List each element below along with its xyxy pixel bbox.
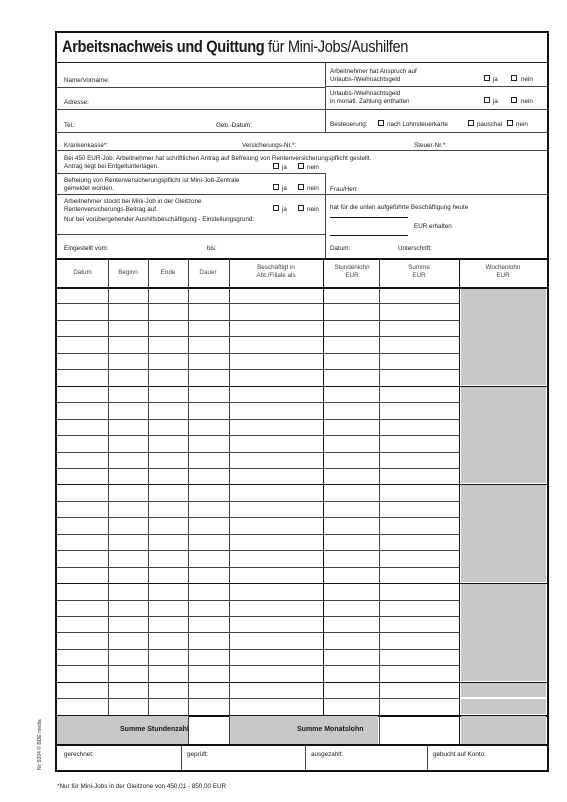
footnote: *Nur für Mini-Jobs in der Gleitzone von 450,01 - 850,00 EUR bbox=[57, 783, 227, 790]
q1-line bbox=[57, 173, 325, 174]
col-wochenlohn-l1: Wochenlohn bbox=[485, 264, 521, 271]
unterschrift-label: Unterschrift: bbox=[398, 245, 432, 252]
q3-ja: ja bbox=[282, 206, 287, 213]
betrag-underline bbox=[330, 217, 408, 218]
steuer-nein-label: nein bbox=[516, 121, 528, 128]
lohnsteuerkarte-label: nach Lohnsteuerkarte bbox=[387, 121, 448, 128]
col-besch bbox=[229, 264, 323, 279]
urlaub2-line2: in monatl. Zahlung enthalten bbox=[330, 98, 410, 105]
table-row bbox=[57, 501, 460, 502]
col-datum: Datum bbox=[73, 269, 92, 276]
table-row bbox=[57, 435, 460, 436]
urlaub1-line2: Urlaubs-/Weihnachtsgeld bbox=[330, 76, 401, 83]
urlaub1-ja-checkbox[interactable] bbox=[484, 75, 490, 81]
urlaub2-ja: ja bbox=[493, 98, 498, 105]
wochenlohn-gray-block bbox=[461, 683, 546, 697]
gerechnet-label: gerechnet: bbox=[64, 751, 94, 758]
ausgezahlt-label: ausgezahlt: bbox=[311, 751, 344, 758]
col-ende: Ende bbox=[160, 269, 176, 276]
top-border bbox=[55, 31, 549, 33]
summary-bottom bbox=[55, 744, 549, 746]
q1-line1: Bei 450 EUR-Job: Arbeitnehmer hat schriftlichen Antrag auf Befreiung von Rentenversicherungspflicht gestellt. bbox=[64, 155, 372, 162]
summary-line bbox=[379, 715, 380, 745]
pauschal-label: pauschal bbox=[477, 121, 503, 128]
table-row bbox=[57, 567, 460, 568]
side-print: Nr. 9204 © BDE media bbox=[37, 719, 43, 770]
table-row bbox=[57, 616, 460, 617]
q2-ja: ja bbox=[282, 185, 287, 192]
gebucht-label: gebucht auf Konto: bbox=[433, 751, 486, 758]
geb-label: Geb.-Datum: bbox=[216, 122, 253, 129]
week-separator bbox=[55, 484, 549, 485]
col-wochenlohn bbox=[460, 264, 546, 279]
table-row bbox=[57, 698, 460, 699]
table-row bbox=[57, 534, 460, 535]
wochenlohn-gray-block bbox=[461, 288, 546, 385]
urlaub1-ja: ja bbox=[493, 76, 498, 83]
beschaeftigung-text: hat für die unten aufgeführte Beschäftigung heute bbox=[330, 204, 469, 211]
urlaub2-nein: nein bbox=[521, 98, 533, 105]
q1-ja-checkbox[interactable] bbox=[273, 163, 279, 169]
q3-line1: Arbeitnehmer stockt bei Mini-Job in der Gleitzone bbox=[64, 198, 202, 205]
week-separator bbox=[55, 386, 549, 387]
wochenlohn-gray-block bbox=[461, 485, 546, 582]
summe-stunden-label: Summe Stundenzahl bbox=[120, 726, 189, 733]
amount-line bbox=[330, 235, 408, 236]
name-label: Name/Vorname: bbox=[64, 77, 110, 84]
krankenkasse-row bbox=[57, 133, 546, 150]
col-stundenlohn bbox=[325, 264, 379, 279]
wochenlohn-gray-block bbox=[461, 584, 546, 681]
urlaub1-nein-checkbox[interactable] bbox=[511, 75, 517, 81]
datum-label: Datum: bbox=[330, 245, 351, 252]
column-line-bold bbox=[323, 259, 324, 715]
q1-line2: Antrag liegt bei Entgeltunterlagen. bbox=[64, 163, 159, 170]
table-row bbox=[57, 517, 460, 518]
col-stundenlohn-l2: EUR bbox=[345, 271, 359, 279]
col-summe bbox=[379, 264, 459, 279]
adresse-line bbox=[57, 109, 325, 110]
table-row bbox=[57, 665, 460, 666]
frau-herr-label: Frau/Herr bbox=[330, 186, 357, 193]
q1-nein-checkbox[interactable] bbox=[298, 163, 304, 169]
tel-label: Tel.: bbox=[64, 122, 76, 129]
footer-divider bbox=[305, 745, 306, 770]
urlaub1-line1: Arbeitnehmer hat Anspruch auf bbox=[330, 68, 417, 75]
q4-line bbox=[57, 234, 325, 235]
week-separator bbox=[55, 682, 549, 683]
table-row bbox=[57, 468, 460, 469]
q3-line2: Rentenversicherungs-Beitrag auf. bbox=[64, 206, 158, 213]
q1-ja: ja bbox=[282, 164, 287, 171]
column-line bbox=[108, 259, 109, 715]
lohnsteuerkarte-checkbox[interactable] bbox=[378, 120, 384, 126]
table-row bbox=[57, 336, 460, 337]
q2-nein: nein bbox=[307, 185, 319, 192]
versicherung-label: Versicherungs-Nr.*: bbox=[242, 142, 297, 149]
table-row bbox=[57, 649, 460, 650]
urlaub2-line bbox=[325, 109, 547, 110]
bottom-border bbox=[55, 770, 549, 772]
table-top bbox=[55, 258, 549, 260]
summary-line bbox=[229, 715, 230, 745]
q2-line2: gemeldet worden. bbox=[64, 185, 115, 192]
table-row bbox=[57, 303, 460, 304]
footer-divider bbox=[427, 745, 428, 770]
urlaub1-nein: nein bbox=[521, 76, 533, 83]
geprueft-label: geprüft: bbox=[187, 751, 209, 758]
table-row bbox=[57, 320, 460, 321]
table-row bbox=[57, 402, 460, 403]
column-line bbox=[229, 259, 230, 715]
table-row bbox=[57, 600, 460, 601]
table-row bbox=[57, 452, 460, 453]
steuer-label: Steuer-Nr.*: bbox=[414, 142, 447, 149]
summary-line-bold bbox=[459, 715, 460, 745]
urlaub2-nein-checkbox[interactable] bbox=[511, 97, 517, 103]
column-line-bold bbox=[459, 259, 460, 715]
title-rule bbox=[57, 62, 547, 63]
column-line bbox=[188, 259, 189, 715]
col-besch-l2: Abt./Filiale als bbox=[256, 271, 296, 279]
col-wochenlohn-l2: EUR bbox=[496, 271, 510, 279]
q2-nein-checkbox[interactable] bbox=[298, 184, 304, 190]
q2-line bbox=[57, 194, 325, 195]
urlaub2-line1: Urlaubs-/Weihnachtsgeld bbox=[330, 90, 401, 97]
q3-nein-checkbox[interactable] bbox=[298, 205, 304, 211]
col-beginn: Beginn bbox=[118, 269, 138, 276]
q3-ja-checkbox[interactable] bbox=[273, 205, 279, 211]
frau-herr-line bbox=[325, 194, 547, 195]
bis-label: bis: bbox=[207, 245, 217, 252]
q2-line1: Befreiung von Rentenversicherungspflicht ist Mini-Job-Zentrale bbox=[64, 177, 240, 184]
table-header-bottom bbox=[55, 287, 549, 289]
summary-gray bbox=[461, 716, 546, 744]
steuer-nein-checkbox[interactable] bbox=[507, 120, 513, 126]
right-border bbox=[547, 31, 549, 771]
page-title: Arbeitsnachweis und Quittung für Mini-Jobs/Aushilfen bbox=[62, 37, 409, 56]
week-separator bbox=[55, 583, 549, 584]
col-stundenlohn-l1: Stundenlohn bbox=[334, 264, 370, 271]
table-row bbox=[57, 550, 460, 551]
col-summe-l2: EUR bbox=[412, 271, 426, 279]
urlaub1-line bbox=[325, 86, 547, 87]
pauschal-checkbox[interactable] bbox=[468, 120, 474, 126]
table-row bbox=[57, 369, 460, 370]
summe-monat-label: Summe Monatslohn bbox=[297, 726, 364, 733]
table-row bbox=[57, 419, 460, 420]
table-row bbox=[57, 632, 460, 633]
col-besch-l1: Beschäftigt in bbox=[257, 264, 295, 271]
besteuerung-label: Besteuerung: bbox=[330, 121, 368, 128]
q4-label: Nur bei vorübergehender Aushilfsbeschäftigung - Einstellungsgrund: bbox=[64, 216, 255, 223]
krankenkasse-label: Krankenkasse*: bbox=[64, 142, 109, 149]
q1-nein: nein bbox=[307, 164, 319, 171]
col-summe-l1: Summe bbox=[408, 264, 430, 271]
name-line bbox=[57, 87, 325, 88]
footer-divider bbox=[181, 745, 182, 770]
column-line bbox=[148, 259, 149, 715]
wochenlohn-gray-block bbox=[461, 699, 546, 713]
column-line bbox=[379, 259, 380, 715]
adresse-label: Adresse: bbox=[64, 99, 89, 106]
wochenlohn-gray-block bbox=[461, 387, 546, 484]
col-dauer: Dauer bbox=[199, 269, 217, 276]
q3-nein: nein bbox=[307, 206, 319, 213]
table-row bbox=[57, 353, 460, 354]
eur-erhalten-text: EUR erhalten bbox=[414, 223, 452, 230]
q2-ja-checkbox[interactable] bbox=[273, 184, 279, 190]
urlaub2-ja-checkbox[interactable] bbox=[484, 97, 490, 103]
eingestellt-label: Eingestellt vom: bbox=[64, 245, 109, 252]
